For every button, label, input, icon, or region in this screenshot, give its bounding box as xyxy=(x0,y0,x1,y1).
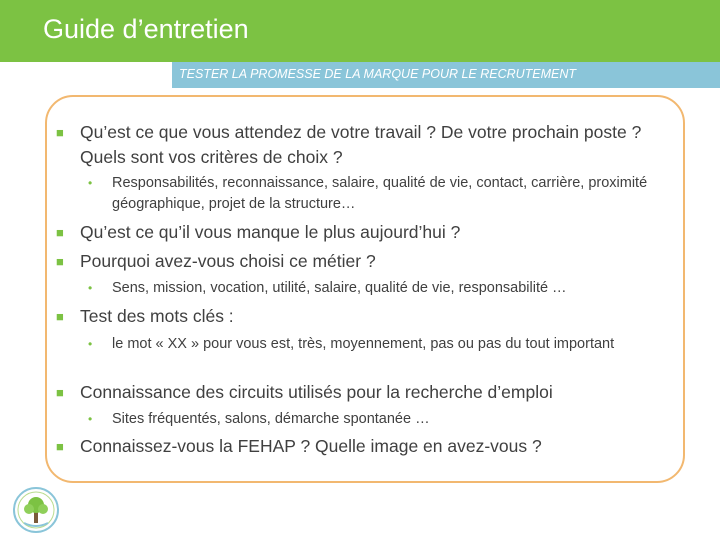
square-bullet-icon: ■ xyxy=(56,309,64,324)
square-bullet-icon: ■ xyxy=(56,385,64,400)
question-1-detail: Responsabilités, reconnaissance, salaire, qualité de vie, contact, carrière, proximité géographique, projet de la structure… xyxy=(112,175,648,212)
question-1: Qu’est ce que vous attendez de votre travail ? De votre prochain poste ? Quels sont vos critères de choix ? xyxy=(80,122,642,167)
page-title: Guide d’entretien xyxy=(43,14,249,44)
list-subitem xyxy=(88,173,683,215)
list-item xyxy=(56,304,666,329)
tree-logo-icon xyxy=(8,485,64,535)
square-bullet-icon: ■ xyxy=(56,225,64,240)
square-bullet-icon: ■ xyxy=(56,254,64,269)
title-bar xyxy=(0,0,720,62)
list-item xyxy=(56,380,666,405)
question-2: Qu’est ce qu’il vous manque le plus aujourd’hui ? xyxy=(80,222,461,242)
question-6: Connaissez-vous la FEHAP ? Quelle image en avez-vous ? xyxy=(80,436,542,456)
list-subitem xyxy=(88,409,683,430)
dot-bullet-icon: • xyxy=(88,412,93,426)
square-bullet-icon: ■ xyxy=(56,125,64,140)
question-3-detail: Sens, mission, vocation, utilité, salaire, qualité de vie, responsabilité … xyxy=(112,280,567,296)
dot-bullet-icon: • xyxy=(88,337,93,351)
list-item xyxy=(56,120,666,170)
dot-bullet-icon: • xyxy=(88,176,93,190)
list-item xyxy=(56,249,666,274)
page-subtitle: TESTER LA PROMESSE DE LA MARQUE POUR LE RECRUTEMENT xyxy=(179,67,577,81)
question-4-detail: le mot « XX » pour vous est, très, moyennement, pas ou pas du tout important xyxy=(112,336,615,352)
question-5-detail: Sites fréquentés, salons, démarche spontanée … xyxy=(112,411,430,427)
subtitle-bar xyxy=(172,62,720,88)
dot-bullet-icon: • xyxy=(88,281,93,295)
list-item xyxy=(56,434,666,459)
list-subitem xyxy=(88,278,683,299)
question-3: Pourquoi avez-vous choisi ce métier ? xyxy=(80,251,376,271)
square-bullet-icon: ■ xyxy=(56,439,64,454)
list-item xyxy=(56,220,666,245)
question-5: Connaissance des circuits utilisés pour la recherche d’emploi xyxy=(80,382,553,402)
question-4: Test des mots clés : xyxy=(80,306,234,326)
list-subitem xyxy=(88,334,683,355)
